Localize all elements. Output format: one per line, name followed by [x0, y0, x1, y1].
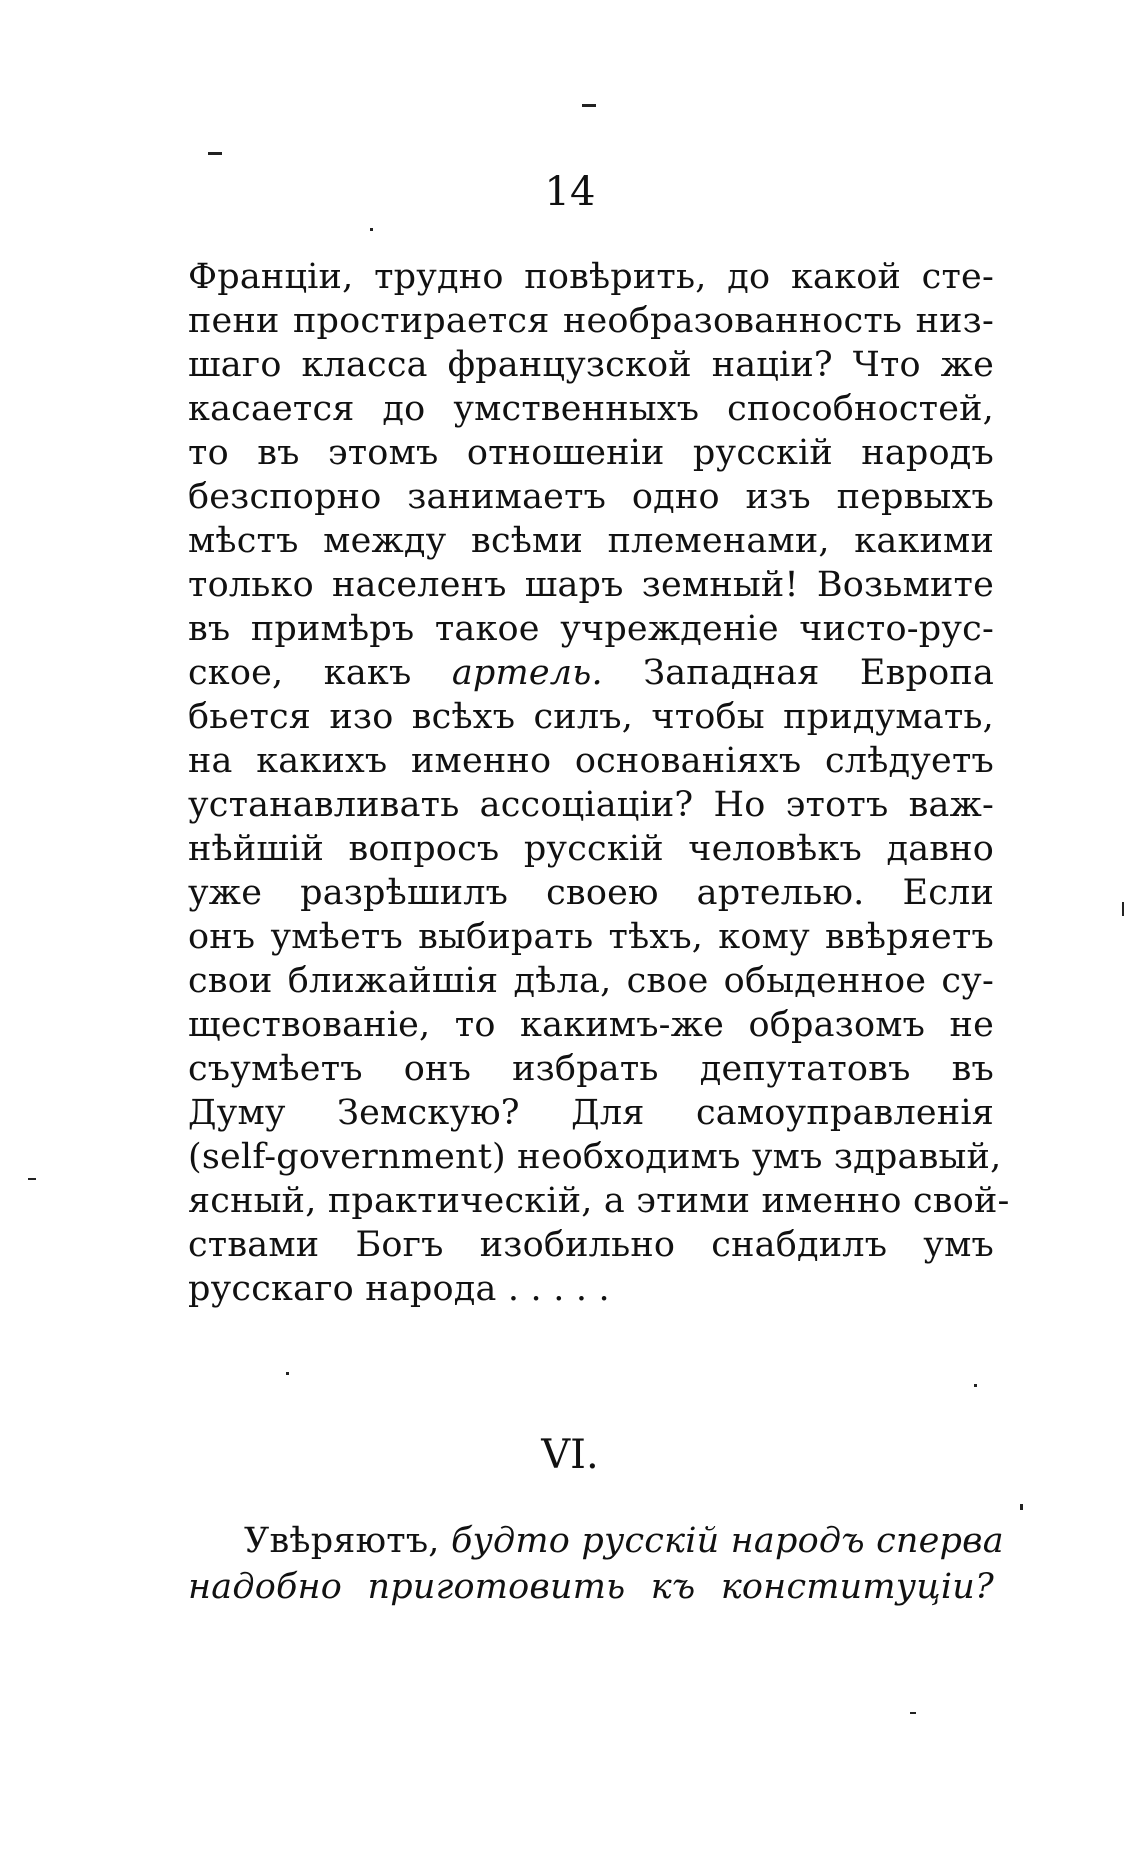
text-line	[188, 1564, 994, 1610]
text-run: ское, какъ	[188, 653, 412, 693]
text-line: (self-government) необходимъ умъ здравый,	[188, 1137, 1002, 1177]
text-line: безспорно занимаетъ одно изъ первыхъ	[188, 477, 994, 517]
text-line: русскаго народа . . . . .	[188, 1269, 610, 1309]
scan-speck	[1020, 1504, 1023, 1510]
text-line: онъ умѣетъ выбирать тѣхъ, кому ввѣряетъ	[188, 917, 994, 957]
text-line: Думу Земскую? Для самоуправленія	[188, 1093, 994, 1133]
text-line: съумѣетъ онъ избрать депутатовъ въ	[188, 1049, 994, 1089]
scan-speck	[910, 1712, 916, 1714]
scan-speck	[208, 152, 222, 155]
scan-speck	[974, 1384, 977, 1387]
text-line: ствами Богъ изобильно снабдилъ умъ	[188, 1225, 994, 1265]
text-line: устанавливать ассоціаціи? Но этотъ важ-	[188, 785, 994, 825]
page-number: 14	[544, 169, 596, 215]
scan-speck	[286, 1372, 289, 1375]
text-line: только населенъ шаръ земный! Возьмите	[188, 565, 994, 605]
text-line: Франціи, трудно повѣрить, до какой сте-	[188, 257, 994, 297]
text-line: пени простирается необразованность низ-	[188, 301, 994, 341]
scan-speck	[1122, 902, 1124, 916]
text-line: шаго класса французской націи? Что же	[188, 345, 994, 385]
text-line: касается до умственныхъ способностей,	[188, 389, 994, 429]
text-run: Западная Европа	[643, 653, 995, 693]
text-line: нѣйшій вопросъ русскій человѣкъ давно	[188, 829, 994, 869]
scan-speck	[370, 228, 373, 231]
section-paragraph	[188, 1518, 1004, 1610]
scan-speck	[582, 104, 596, 107]
italic-word: артель.	[451, 653, 603, 693]
text-line: свои ближайшія дѣла, свое обыденное су-	[188, 961, 994, 1001]
section-number: VI.	[541, 1432, 599, 1478]
text-line: ясный, практическій, а этими именно свой-	[188, 1181, 1010, 1221]
paragraph	[188, 255, 1010, 1311]
text-line: бьется изо всѣхъ силъ, чтобы придумать,	[188, 697, 994, 737]
text-line-mixed	[188, 1518, 1004, 1564]
text-line-mixed	[188, 651, 994, 695]
text-line: на какихъ именно основаніяхъ слѣдуетъ	[188, 741, 994, 781]
text-run: Увѣряютъ,	[244, 1521, 440, 1561]
text-line: то въ этомъ отношеніи русскій народъ	[188, 433, 994, 473]
text-line: мѣстъ между всѣми племенами, какими	[188, 521, 994, 561]
italic-phrase: будто русскій народъ сперва	[450, 1521, 1004, 1561]
italic-phrase: надобно приготовить къ конституціи?	[188, 1567, 994, 1607]
scan-speck	[28, 1178, 36, 1180]
text-line: въ примѣръ такое учрежденіе чисто-рус-	[188, 609, 994, 649]
text-line: уже разрѣшилъ своею артелью. Если	[188, 873, 994, 913]
text-line: ществованіе, то какимъ-же образомъ не	[188, 1005, 994, 1045]
